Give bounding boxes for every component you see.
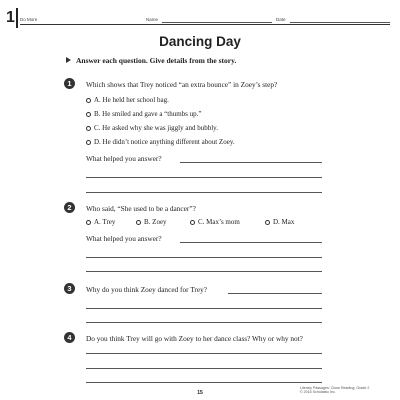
question-text: Which shows that Trey noticed “an extra bounce” in Zoey’s step? xyxy=(86,80,278,89)
answer-line[interactable] xyxy=(86,177,322,178)
header-rule xyxy=(20,24,390,25)
followup-prompt: What helped you answer? xyxy=(86,234,162,243)
question-number: 3 xyxy=(64,283,75,294)
answer-option[interactable]: C. He asked why she was jiggly and bubbly. xyxy=(86,124,218,132)
answer-option[interactable]: B. Zoey xyxy=(136,218,167,226)
question-text: Why do you think Zoey danced for Trey? xyxy=(86,285,207,294)
answer-line[interactable] xyxy=(180,162,322,163)
radio-circle-icon[interactable] xyxy=(86,140,91,145)
answer-line[interactable] xyxy=(86,257,322,258)
answer-line[interactable] xyxy=(180,242,322,243)
name-label: Name xyxy=(146,17,159,22)
triangle-bullet-icon xyxy=(66,57,71,63)
radio-circle-icon[interactable] xyxy=(86,98,91,103)
answer-option[interactable]: B. He smiled and gave a “thumbs up.” xyxy=(86,110,202,118)
answer-line[interactable] xyxy=(86,192,322,193)
answer-option[interactable]: D. Max xyxy=(265,218,294,226)
page-title: Dancing Day xyxy=(159,34,241,49)
question-text: Do you think Trey will go with Zoey to her dance class? Why or why not? xyxy=(86,334,303,343)
radio-circle-icon[interactable] xyxy=(190,220,195,225)
answer-line[interactable] xyxy=(86,308,322,309)
instructions: Answer each question. Give details from the story. xyxy=(76,56,237,65)
footer-title: Literary Passages: Close Reading, Grade 2 xyxy=(300,386,370,390)
unit-label: Do More xyxy=(20,17,38,22)
answer-option[interactable]: A. Trey xyxy=(86,218,115,226)
answer-option[interactable]: C. Max’s mom xyxy=(190,218,240,226)
answer-line[interactable] xyxy=(86,271,322,272)
answer-line[interactable] xyxy=(86,382,322,383)
question-number: 2 xyxy=(64,202,75,213)
unit-divider xyxy=(16,8,18,28)
answer-line[interactable] xyxy=(228,293,322,294)
question-number: 4 xyxy=(64,332,75,343)
footer-credit xyxy=(300,386,369,395)
page-number: 15 xyxy=(197,390,203,396)
answer-line[interactable] xyxy=(86,322,322,323)
answer-option[interactable]: A. He held her school bag. xyxy=(86,96,169,104)
radio-circle-icon[interactable] xyxy=(86,126,91,131)
answer-line[interactable] xyxy=(86,353,322,354)
radio-circle-icon[interactable] xyxy=(136,220,141,225)
footer-copyright: © 2016 Scholastic Inc. xyxy=(300,390,336,395)
radio-circle-icon[interactable] xyxy=(86,220,91,225)
date-label: Date xyxy=(276,17,286,22)
radio-circle-icon[interactable] xyxy=(265,220,270,225)
question-number: 1 xyxy=(64,78,75,89)
radio-circle-icon[interactable] xyxy=(86,112,91,117)
answer-line[interactable] xyxy=(86,368,322,369)
followup-prompt: What helped you answer? xyxy=(86,154,162,163)
unit-number: 1 xyxy=(6,9,15,26)
question-text: Who said, “She used to be a dancer”? xyxy=(86,204,196,213)
answer-option[interactable]: D. He didn’t notice anything different about Zoey. xyxy=(86,138,235,146)
date-field[interactable] xyxy=(290,22,390,23)
name-field[interactable] xyxy=(162,22,272,23)
